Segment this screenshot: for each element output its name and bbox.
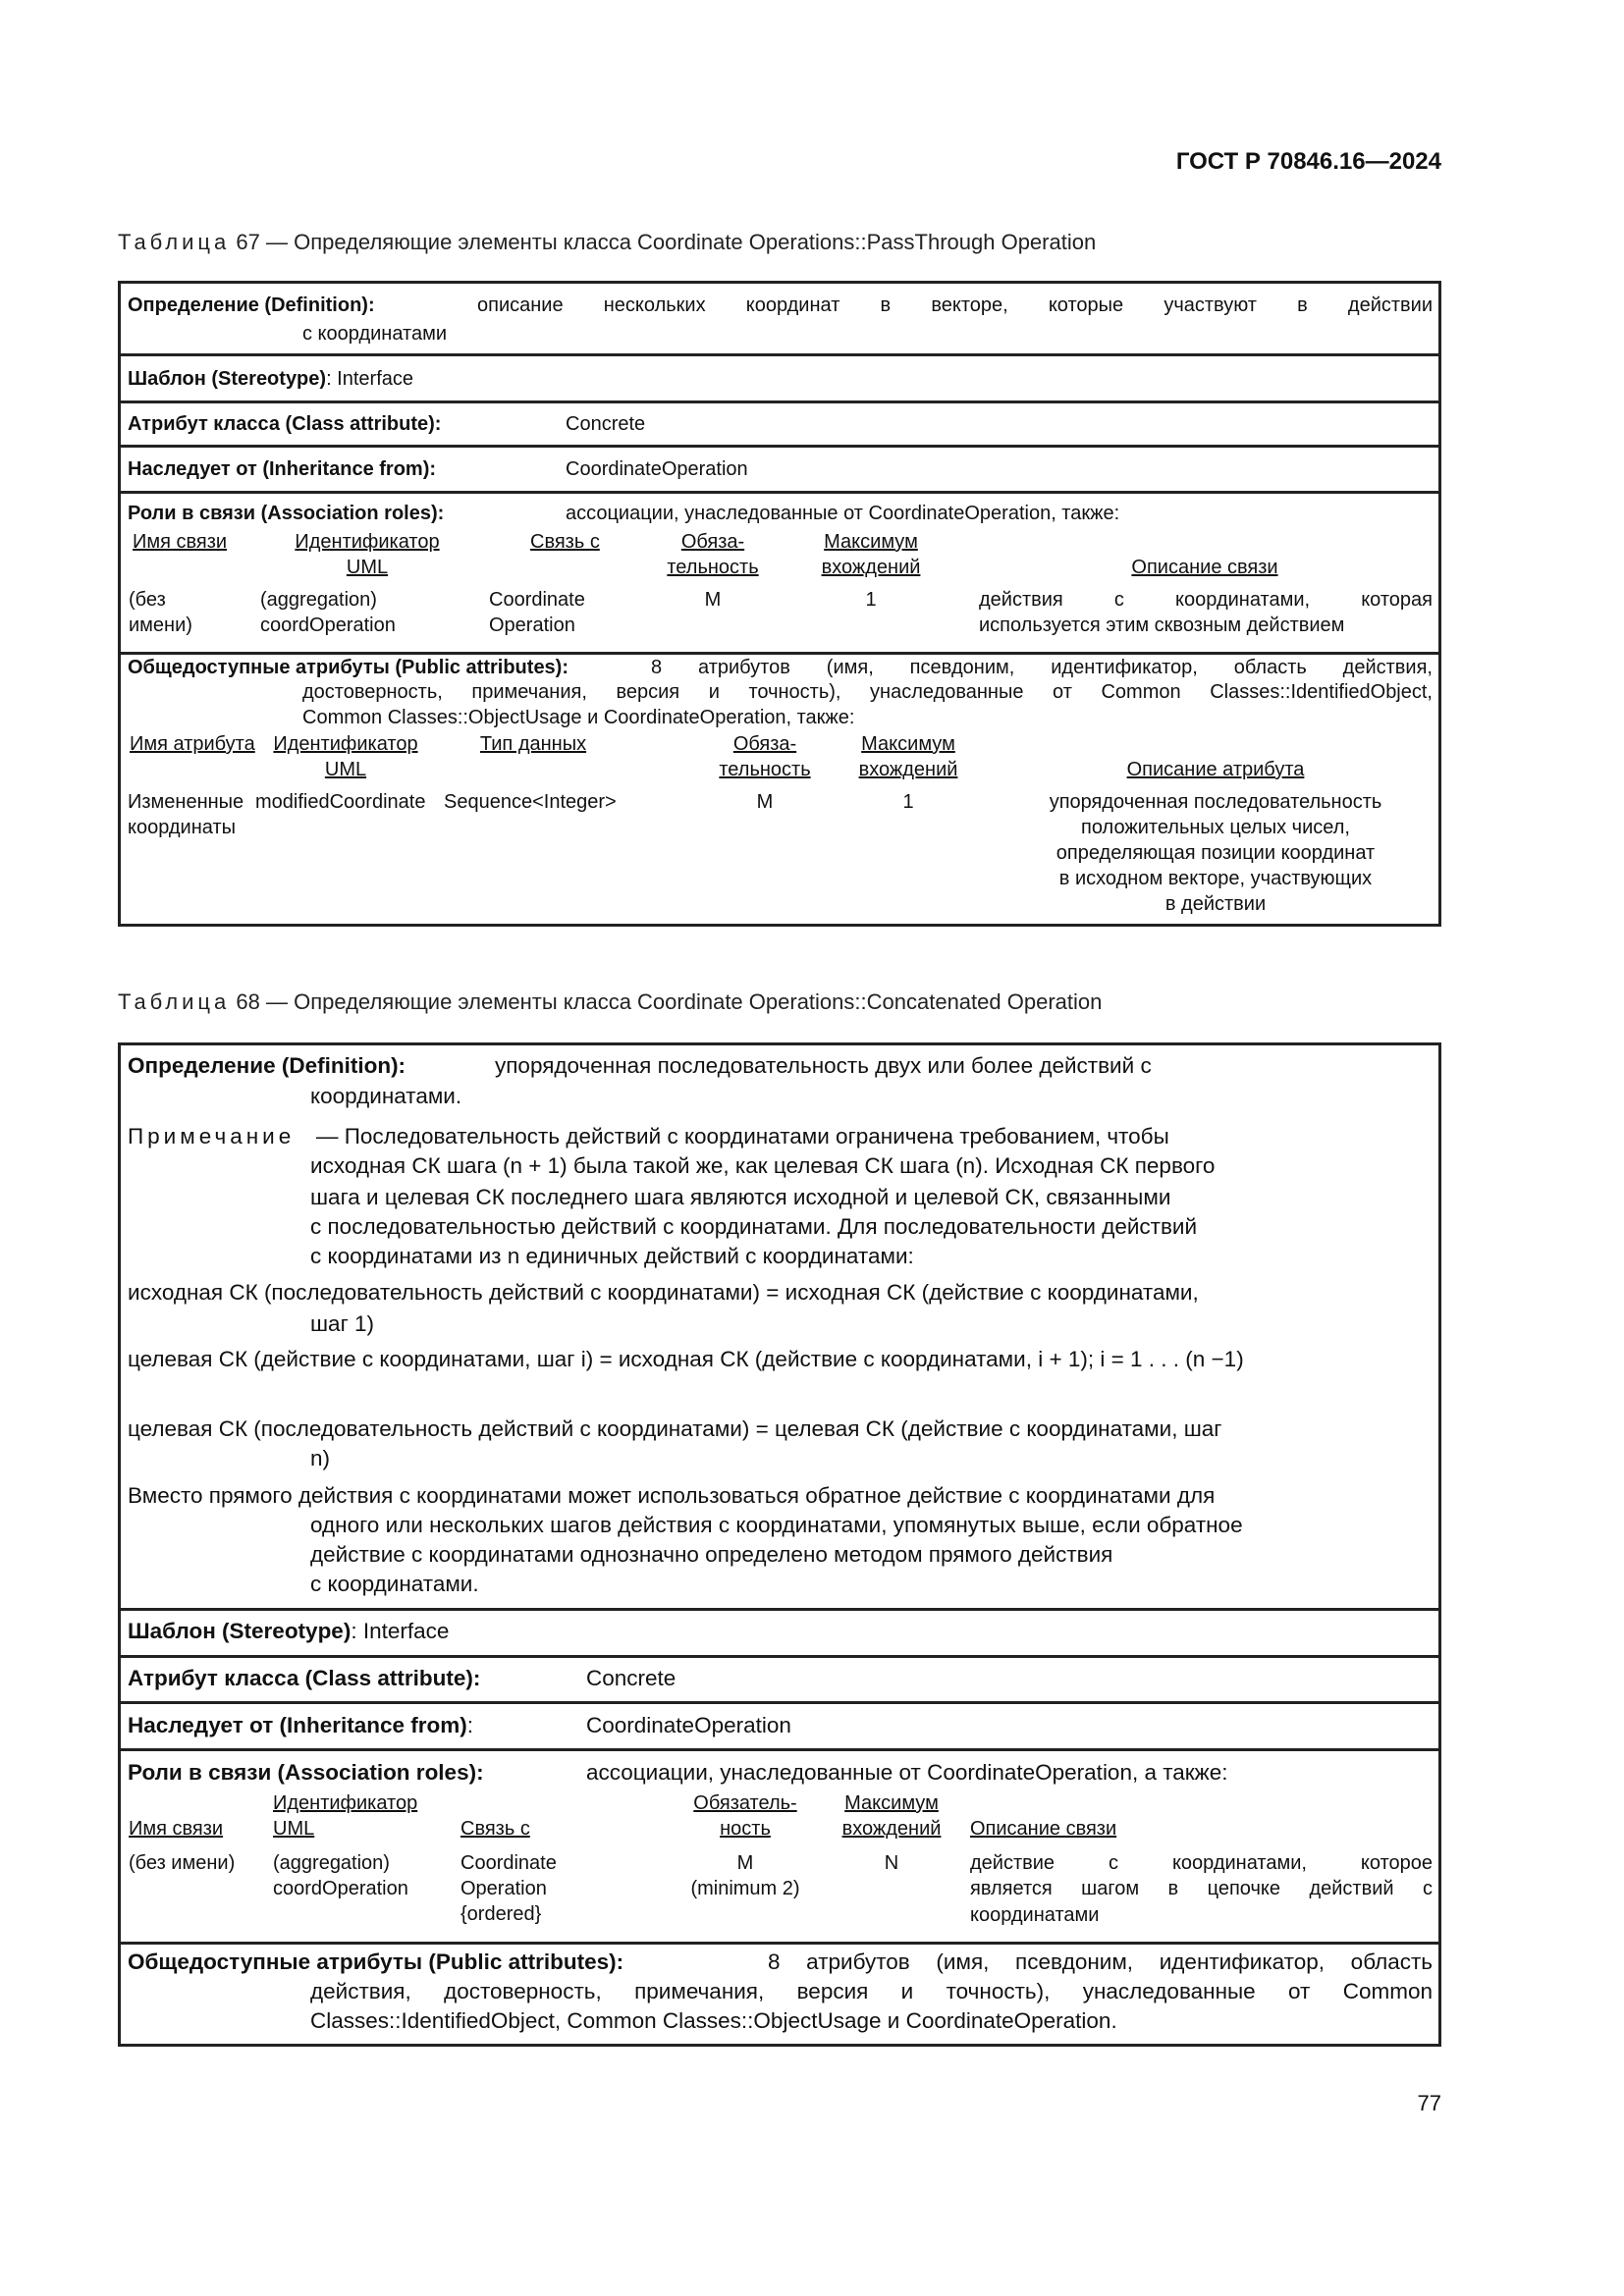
- formula-line: одного или нескольких шагов действия с координатами, упомянутых выше, если обратное: [310, 1513, 1243, 1537]
- column-header: Имя связи: [129, 1818, 224, 1840]
- class-attribute-value: Concrete: [566, 413, 646, 435]
- inheritance-label: Наследует от (Inheritance from):: [128, 458, 437, 480]
- formula-line: действие с координатами однозначно определено методом прямого действия: [310, 1542, 1113, 1567]
- note-text: шага и целевая СК последнего шага являются исходной и целевой СК, связанными: [310, 1185, 1171, 1209]
- column-header: Имя атрибута: [130, 733, 255, 755]
- row-divider: [118, 1748, 1441, 1751]
- column-header: Описание атрибута: [1126, 759, 1305, 780]
- role-uml: (aggregation) coordOperation: [260, 589, 396, 636]
- note-text: с координатами из n единичных действий с координатами:: [310, 1244, 914, 1268]
- public-attributes-text: достоверность, примечания, версия и точность), унаследованные от Common Classes::IdentifiedObject,: [302, 681, 1433, 703]
- role-uml: (aggregation) coordOperation: [273, 1852, 408, 1899]
- table-68-caption: [118, 989, 1102, 1015]
- caption-text: 67 — Определяющие элементы класса Coordinate Operations::PassThrough Operation: [236, 230, 1097, 254]
- inheritance-label: Наследует от (Inheritance from): [128, 1713, 467, 1737]
- role-description: является шагом в цепочке действий с: [970, 1878, 1433, 1899]
- attribute-obligation: M: [756, 791, 774, 813]
- definition-text: упорядоченная последовательность двух или более действий с: [495, 1053, 1152, 1078]
- role-name: (без имени): [129, 1852, 236, 1874]
- public-attributes-text: 8 атрибутов (имя, псевдоним, идентификатор, область действия,: [651, 657, 1433, 678]
- column-header: Описание связи: [1131, 557, 1278, 578]
- table-67-caption: [118, 230, 1096, 255]
- attribute-description: упорядоченная последовательность положительных целых чисел, определяющая позиции координат в исходном векторе, участвующих в действии: [1049, 791, 1382, 915]
- public-attributes-text: действия, достоверность, примечания, версия и точность), унаследованные от Common: [310, 1979, 1433, 2003]
- class-attribute-value: Concrete: [586, 1666, 677, 1690]
- formula-line: n): [310, 1446, 331, 1470]
- role-description: координатами: [970, 1904, 1100, 1926]
- stereotype-row: [128, 1617, 449, 1646]
- role-obligation: M (minimum 2): [690, 1852, 800, 1899]
- row-divider: [118, 491, 1441, 494]
- role-description: используется этим сквозным действием: [979, 614, 1345, 636]
- column-header: Идентификатор UML: [273, 733, 418, 780]
- public-attributes-text: Classes::IdentifiedObject, Common Classes::ObjectUsage и CoordinateOperation.: [310, 2008, 1117, 2033]
- class-attribute-label: Атрибут класса (Class attribute):: [128, 413, 442, 435]
- definition-text: описание нескольких координат в векторе, которые участвуют в действии: [477, 294, 1433, 316]
- column-header: Обязатель- ность: [693, 1792, 797, 1840]
- inheritance-row: [128, 1711, 473, 1740]
- caption-word: Таблица: [118, 989, 231, 1014]
- role-link: Coordinate Operation: [489, 589, 585, 636]
- formula-line: исходная СК (последовательность действий с координатами) = исходная СК (действие с координатами,: [128, 1280, 1199, 1305]
- public-attributes-label: Общедоступные атрибуты (Public attributes):: [128, 657, 569, 678]
- formula-line: шаг 1): [310, 1311, 375, 1336]
- column-header: Связь с: [530, 531, 600, 553]
- attribute-max: 1: [902, 791, 914, 813]
- column-header: Описание связи: [970, 1818, 1117, 1840]
- row-divider: [118, 1701, 1441, 1704]
- column-header: Имя связи: [133, 531, 228, 553]
- formula-line: с координатами.: [310, 1572, 479, 1596]
- class-attribute-label: Атрибут класса (Class attribute):: [128, 1666, 481, 1690]
- association-roles-value: ассоциации, унаследованные от CoordinateOperation, а также:: [586, 1760, 1228, 1785]
- column-header: Тип данных: [479, 733, 587, 755]
- note-label: Примечание: [128, 1124, 296, 1148]
- note-text: исходная СК шага (n + 1) была такой же, как целевая СК шага (n). Исходная СК первого: [310, 1153, 1216, 1178]
- caption-text: 68 — Определяющие элементы класса Coordinate Operations::Concatenated Operation: [236, 989, 1103, 1014]
- role-description: действие с координатами, которое: [970, 1852, 1433, 1874]
- association-roles-label: Роли в связи (Association roles):: [128, 1760, 484, 1785]
- formula-line: целевая СК (последовательность действий с координатами) = целевая СК (действие с координатами, шаг: [128, 1416, 1222, 1441]
- attribute-name: Измененные координаты: [128, 791, 244, 838]
- row-divider: [118, 1655, 1441, 1658]
- definition-label: Определение (Definition):: [128, 1053, 406, 1078]
- note-text: с последовательностью действий с координатами. Для последовательности действий: [310, 1214, 1198, 1239]
- row-divider: [118, 353, 1441, 356]
- public-attributes-text: Common Classes::ObjectUsage и CoordinateOperation, также:: [302, 707, 855, 728]
- role-link: Coordinate Operation {ordered}: [460, 1852, 557, 1925]
- row-divider: [118, 1608, 1441, 1611]
- definition-label: Определение (Definition):: [128, 294, 375, 316]
- row-divider: [118, 1942, 1441, 1945]
- stereotype-label: Шаблон (Stereotype): [128, 1619, 352, 1643]
- column-header: Обяза- тельность: [667, 531, 759, 578]
- column-header: Идентификатор UML: [273, 1792, 418, 1840]
- row-divider: [118, 400, 1441, 403]
- association-roles-label: Роли в связи (Association roles):: [128, 503, 445, 524]
- role-name: (без имени): [129, 589, 192, 636]
- role-description: действия с координатами, которая: [979, 589, 1433, 611]
- stereotype-row: [128, 366, 413, 392]
- page-number: 77: [1417, 2091, 1441, 2115]
- inheritance-value: CoordinateOperation: [586, 1713, 791, 1737]
- formula-line: Вместо прямого действия с координатами может использоваться обратное действие с координатами для: [128, 1483, 1216, 1508]
- public-attributes-text: 8 атрибутов (имя, псевдоним, идентификатор, область: [768, 1949, 1433, 1974]
- column-header: Связь с: [460, 1818, 530, 1840]
- stereotype-value: : Interface: [326, 368, 413, 390]
- column-header: Обяза- тельность: [719, 733, 811, 780]
- column-header: Идентификатор UML: [295, 531, 440, 578]
- public-attributes-label: Общедоступные атрибуты (Public attributes):: [128, 1949, 624, 1974]
- caption-word: Таблица: [118, 230, 231, 254]
- note-text: — Последовательность действий с координатами ограничена требованием, чтобы: [316, 1124, 1169, 1148]
- attribute-type: Sequence<Integer>: [444, 791, 617, 813]
- definition-text: координатами.: [310, 1084, 462, 1108]
- role-max: 1: [865, 589, 877, 611]
- role-obligation: M: [704, 589, 722, 611]
- column-header: Максимум вхождений: [841, 1792, 942, 1840]
- role-max: N: [884, 1852, 899, 1874]
- column-header: Максимум вхождений: [821, 531, 921, 578]
- stereotype-label: Шаблон (Stereotype): [128, 368, 327, 390]
- inheritance-value: CoordinateOperation: [566, 458, 748, 480]
- formula-line: целевая СК (действие с координатами, шаг i) = исходная СК (действие с координатами, i + 1); i = 1 . . . (n −1): [128, 1347, 1244, 1371]
- inheritance-colon: :: [466, 1713, 474, 1737]
- attribute-uml: modifiedCoordinate: [255, 791, 426, 813]
- stereotype-value: : Interface: [351, 1619, 450, 1643]
- row-divider: [118, 445, 1441, 448]
- association-roles-value: ассоциации, унаследованные от CoordinateOperation, также:: [566, 503, 1120, 524]
- document-id: ГОСТ Р 70846.16—2024: [1175, 148, 1441, 175]
- definition-text: с координатами: [302, 323, 447, 345]
- column-header: Максимум вхождений: [858, 733, 958, 780]
